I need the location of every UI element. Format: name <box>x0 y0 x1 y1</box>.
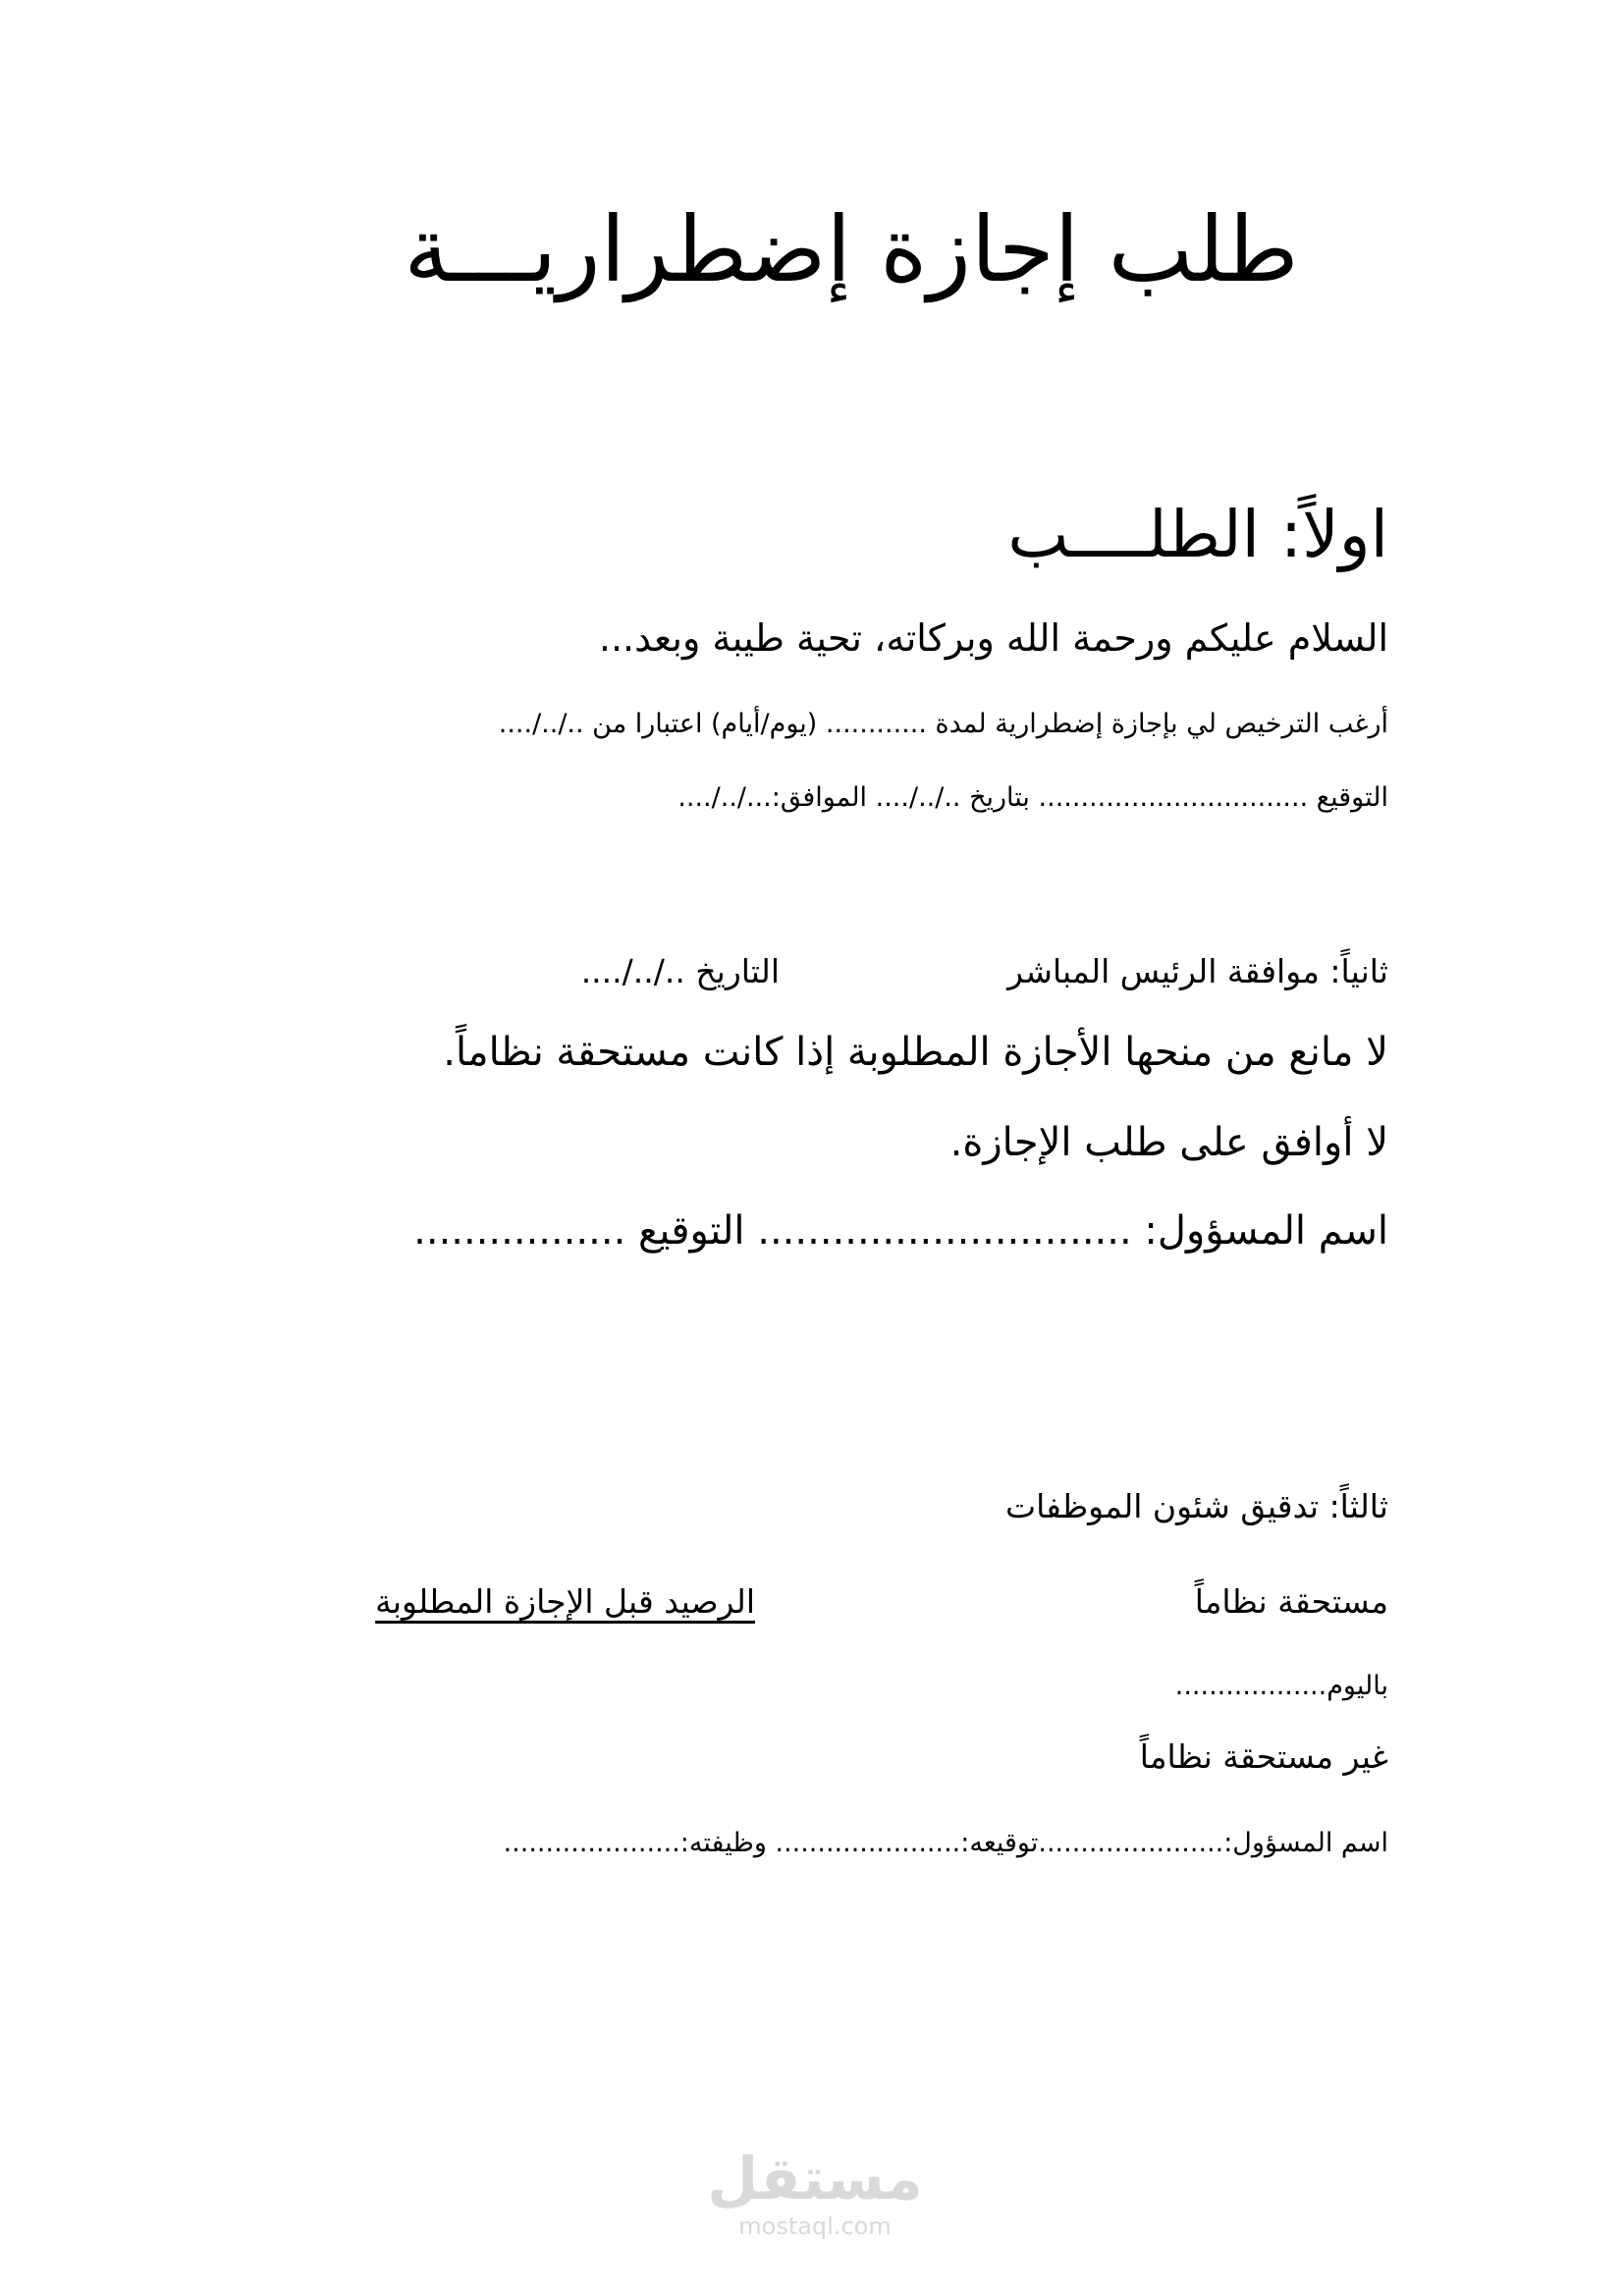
section3-heading: ثالثاً: تدقيق شئون الموظفات <box>1005 1487 1388 1525</box>
mostaql-watermark <box>707 2145 923 2240</box>
hr-official-signature-line: اسم المسؤول:......................توقيعه:...................... وظيفته:..................... <box>503 1828 1388 1858</box>
rejection-option: لا أوافق على طلب الإجازة. <box>949 1120 1388 1165</box>
approval-option: لا مانع من منحها الأجازة المطلوبة إذا كانت مستحقة نظاماً. <box>443 1030 1388 1075</box>
not-eligible-label: غير مستحقة نظاماً <box>1139 1737 1388 1776</box>
watermark-logo: مستقل <box>707 2145 923 2214</box>
section2-date: التاريخ ../../.... <box>580 952 780 990</box>
balance-today-line: باليوم.................. <box>1174 1671 1388 1701</box>
supervisor-signature-line: اسم المسؤول: .............................. التوقيع ................. <box>413 1208 1388 1254</box>
request-line: أرغب الترخيص لي بإجازة إضطرارية لمدة ............ (يوم/أيام) اعتبارا من ../../.... <box>498 709 1388 739</box>
section2-heading: ثانياً: موافقة الرئيس المباشر <box>1007 952 1388 990</box>
section1-heading: اولاً: الطلــــب <box>1007 497 1388 572</box>
applicant-signature-line: التوقيع ................................ بتاريخ ../../.... الموافق:.../../.... <box>677 782 1388 813</box>
greeting-text: السلام عليكم ورحمة الله وبركاته، تحية طيبة وبعد... <box>598 616 1388 660</box>
balance-label: الرصيد قبل الإجازة المطلوبة <box>375 1582 755 1621</box>
document-title: طلب إجازة إضطراريـــة <box>404 197 1299 302</box>
watermark-url: mostaql.com <box>738 2213 892 2240</box>
eligible-label: مستحقة نظاماً <box>1194 1582 1388 1621</box>
